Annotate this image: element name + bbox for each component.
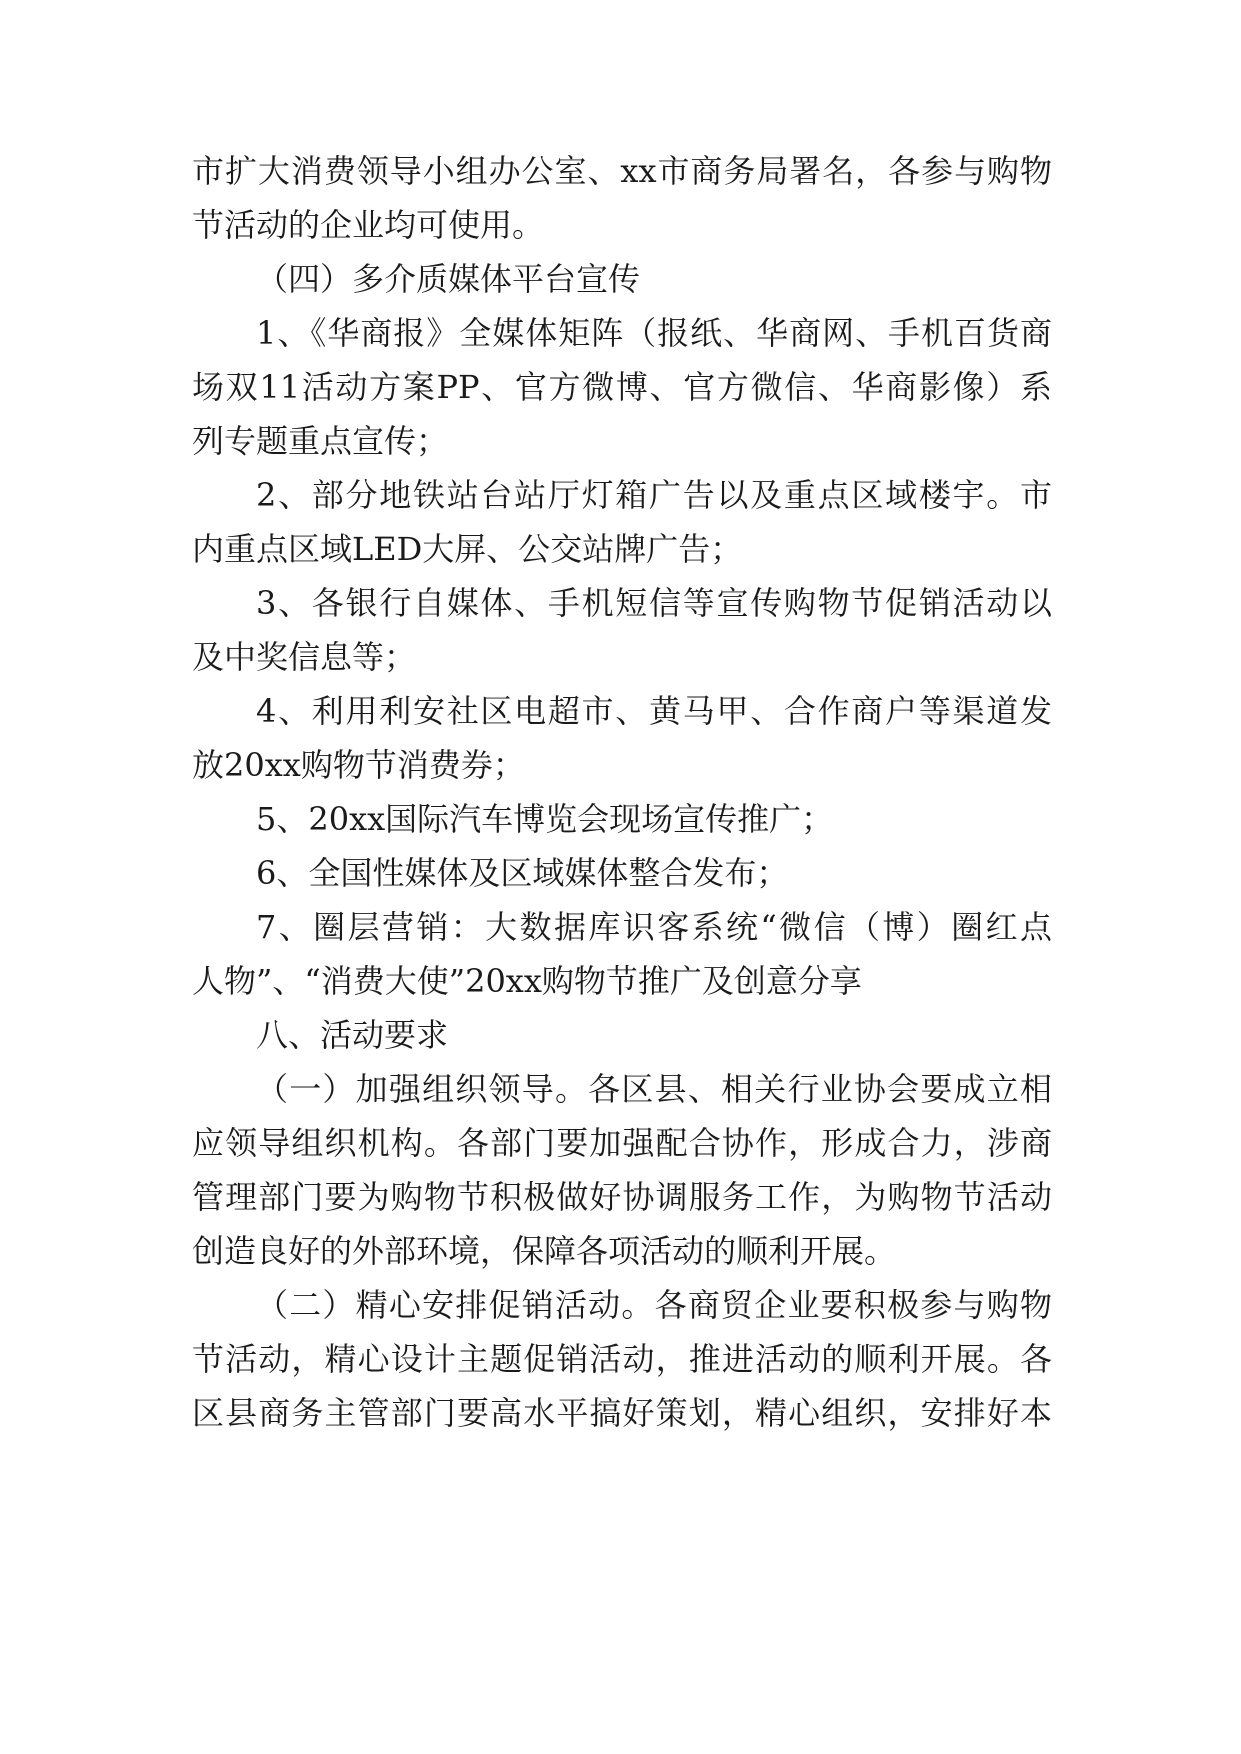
text-line: 列专题重点宣传； — [192, 422, 449, 460]
text-line: （一）加强组织领导。各区县、相关行业协会要成立相 — [256, 1070, 1052, 1108]
text-line: 节活动，精心设计主题促销活动，推进活动的顺利开展。各 — [192, 1340, 1052, 1378]
text-line: 及中奖信息等； — [192, 638, 417, 676]
text-line: 4、利用利安社区电超市、黄马甲、合作商户等渠道发 — [256, 692, 1052, 730]
section-heading: 八、活动要求 — [256, 1016, 449, 1054]
text-line: 场双11活动方案PP、官方微博、官方微信、华商影像）系 — [192, 368, 1052, 406]
section-heading: （四）多介质媒体平台宣传 — [256, 260, 641, 298]
text-line: 区县商务主管部门要高水平搞好策划，精心组织，安排好本 — [192, 1394, 1052, 1432]
text-line: 内重点区域LED大屏、公交站牌广告； — [192, 530, 743, 568]
text-line: 5、20xx国际汽车博览会现场宣传推广； — [256, 800, 834, 838]
text-line: 6、全国性媒体及区域媒体整合发布； — [256, 854, 789, 892]
text-line: （二）精心安排促销活动。各商贸企业要积极参与购物 — [256, 1286, 1052, 1324]
text-line: 市扩大消费领导小组办公室、xx市商务局署名，各参与购物 — [192, 152, 1052, 190]
text-line: 7、圈层营销：大数据库识客系统“微信（博）圈红点 — [256, 908, 1052, 946]
text-line: 人物”、“消费大使”20xx购物节推广及创意分享 — [192, 962, 862, 1000]
text-line: 创造良好的外部环境，保障各项活动的顺利开展。 — [192, 1232, 897, 1270]
text-line: 管理部门要为购物节积极做好协调服务工作，为购物节活动 — [192, 1178, 1052, 1216]
text-line: 节活动的企业均可使用。 — [192, 206, 545, 244]
text-line: 2、部分地铁站台站厅灯箱广告以及重点区域楼宇。市 — [256, 476, 1052, 514]
text-line: 应领导组织机构。各部门要加强配合协作，形成合力，涉商 — [192, 1124, 1052, 1162]
text-line: 1、《华商报》全媒体矩阵（报纸、华商网、手机百货商 — [256, 314, 1052, 352]
text-line: 放20xx购物节消费券； — [192, 746, 525, 784]
text-line: 3、各银行自媒体、手机短信等宣传购物节促销活动以 — [256, 584, 1052, 622]
